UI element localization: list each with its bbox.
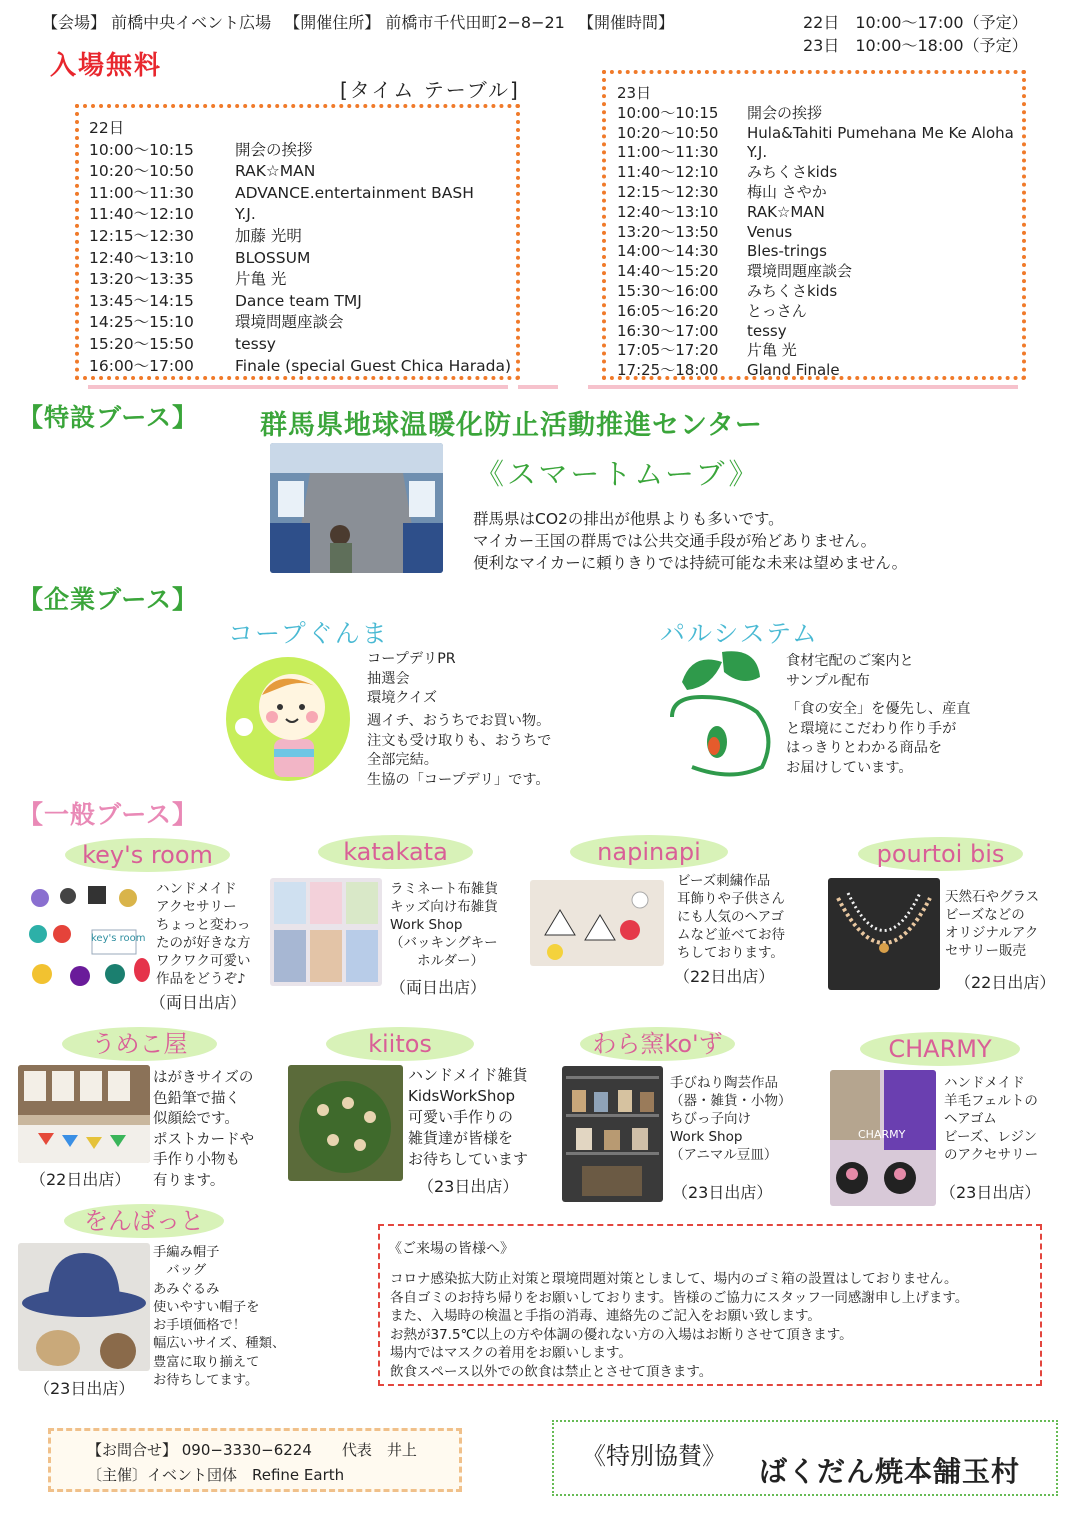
timetable-time: 17:25〜18:00: [617, 361, 719, 380]
vendor-text: はがきサイズの 色鉛筆で描く 似顔絵です。 ポストカードや 手作り小物も 有ります。: [153, 1070, 255, 1189]
timetable-title: [タイム テーブル]: [340, 78, 520, 102]
header-time-23: 23日 10:00〜18:00（予定）: [803, 36, 1028, 55]
vendor-name: うめこ屋: [62, 1027, 217, 1061]
timetable-row: [89, 312, 511, 334]
timetable-row: [617, 183, 1014, 203]
train-photo: [270, 443, 443, 573]
timetable-act: Finale (special Guest Chica Harada): [235, 356, 512, 375]
timetable-time: 15:20〜15:50: [89, 334, 194, 353]
vendor-days: （22日出店）: [30, 1170, 131, 1189]
timetable-time: 15:30〜16:00: [617, 281, 719, 300]
timetable-time: 17:05〜17:20: [617, 341, 719, 360]
timetable-act: Hula&Tahiti Pumehana Me Ke Aloha: [747, 123, 1014, 142]
timetable-row: [617, 124, 1014, 144]
timetable-row: [89, 356, 511, 378]
timetable-row: [617, 302, 1014, 322]
timetable-time: 11:00〜11:30: [89, 183, 194, 202]
vendor-name: napinapi: [570, 835, 728, 869]
timetable-act: 片亀 光: [747, 341, 797, 360]
vendor-days: （22日出店）: [955, 973, 1056, 992]
coop-items: コープデリPR 抽選会 環境クイズ: [367, 651, 456, 706]
timetable-time: 16:00〜17:00: [89, 356, 194, 375]
timetable-day23: [602, 70, 1026, 380]
timetable-act: RAK☆MAN: [747, 202, 825, 221]
day22-label: 22日: [89, 119, 125, 137]
vendor-text: ハンドメイド 羊毛フェルトの ヘアゴム ビーズ、レジン のアクセサリー: [944, 1075, 1039, 1163]
vendor-name: kiitos: [326, 1027, 474, 1061]
timetable-row: [617, 322, 1014, 342]
timetable-row: [617, 223, 1014, 243]
section-corporate: 【企業ブース】: [18, 585, 199, 614]
section-general: 【一般ブース】: [18, 800, 199, 829]
timetable-act: 開会の挨拶: [235, 140, 313, 159]
timetable-time: 10:00〜10:15: [89, 140, 194, 159]
special-subtitle: 《スマートムーブ》: [475, 457, 761, 491]
timetable-act: Bles-trings: [747, 242, 827, 261]
timetable-time: 12:40〜13:10: [89, 248, 194, 267]
vendor-photo: [18, 1243, 150, 1371]
timetable-row: [617, 262, 1014, 282]
timetable-act: 環境問題座談会: [235, 313, 344, 332]
timetable-time: 16:05〜16:20: [617, 301, 719, 320]
special-title: 群馬県地球温暖化防止活動推進センター: [260, 410, 763, 441]
sponsor-name: ばくだん焼本舗玉村: [759, 1455, 1021, 1488]
timetable-time: 12:40〜13:10: [617, 202, 719, 221]
pal-description: 「食の安全」を優先し、産直 と環境にこだわり作り手が はっきりとわかる商品を お届けしています。: [786, 701, 971, 776]
timetable-act: 開会の挨拶: [747, 103, 823, 122]
divider: [588, 385, 1018, 389]
vendor-photo: [562, 1066, 663, 1202]
vendor-name: をんばっと: [64, 1204, 224, 1238]
timetable-time: 14:25〜15:10: [89, 313, 194, 332]
vendor-text: 手編み帽子 バッグ あみぐるみ 使いやすい帽子を お手頃価格で！ 幅広いサイズ、種類、 豊富に取り揃えて お待ちしてます。: [153, 1245, 286, 1389]
timetable-time: 13:20〜13:35: [89, 270, 194, 289]
day23-label: 23日: [617, 84, 652, 102]
timetable-time: 10:20〜10:50: [89, 162, 194, 181]
vendor-text: ハンドメイド雑貨 KidsWorkShop 可愛い手作りの 雑貨達が皆様を お待ちしています: [408, 1066, 529, 1168]
timetable-row: [617, 282, 1014, 302]
coop-mascot: [222, 657, 352, 782]
timetable-time: 14:40〜15:20: [617, 262, 719, 281]
timetable-row: [89, 226, 511, 248]
vendor-days: （22日出店）: [674, 967, 775, 986]
timetable-row: [89, 291, 511, 313]
vendor-days: （23日出店）: [672, 1183, 773, 1202]
keys-room-logo: key's room: [91, 933, 146, 944]
pal-name: パルシステム: [660, 619, 819, 648]
vendor-name: CHARMY: [860, 1032, 1020, 1066]
timetable-act: Gland Finale: [747, 361, 840, 380]
vendor-photo: [828, 878, 940, 990]
vendor-photo: [288, 1065, 403, 1181]
vendor-photo: [18, 1065, 150, 1163]
free-admission: 入場無料: [50, 51, 163, 81]
timetable-act: 片亀 光: [235, 270, 287, 289]
vendor-days: （23日出店）: [34, 1379, 135, 1398]
coop-description: 週イチ、おうちでお買い物。 注文も受け取りも、おうちで 全部完結。 生協の「コープデリ」です。: [367, 713, 552, 788]
vendor-photo: [530, 880, 664, 966]
timetable-row: [617, 104, 1014, 124]
notice-title: 《ご来場の皆様へ》: [388, 1241, 514, 1257]
timetable-time: 12:15〜12:30: [89, 226, 194, 245]
timetable-time: 11:40〜12:10: [89, 205, 194, 224]
vendor-name: pourtoi bis: [858, 837, 1023, 871]
vendor-text: ハンドメイド アクセサリー ちょっと変わっ たのが好きな方 ワクワク可愛い 作品をどうぞ♪: [156, 881, 251, 987]
timetable-row: [617, 163, 1014, 183]
notice-lines: コロナ感染拡大防止対策と環境問題対策としまして、場内のゴミ箱の設置はしておりません。 各自ゴミのお持ち帰りをお願いしております。皆様のご協力にスタッフ一同感謝申し上げます。 また、入場時の検温と手指の消毒、連絡先のご記入をお願い致します。 お熱が37.5℃以上の方や体調の優れない方の入場はお断りさせて頂きます。 場内ではマスクの着用をお願いします。 飲食スペース以外での飲食は禁止とさせて頂きます。: [390, 1271, 969, 1380]
vendor-text: ビーズ刺繍作品 耳飾りや子供さん にも人気のヘアゴ ムなど並べてお待 ちしております。: [677, 873, 785, 961]
vendor-name: katakata: [318, 835, 473, 869]
timetable-time: 11:40〜12:10: [617, 163, 719, 182]
timetable-row: [89, 248, 511, 270]
timetable-row: [89, 204, 511, 226]
vendor-days: （両日出店）: [390, 978, 487, 997]
timetable-row: [617, 143, 1014, 163]
timetable-act: Dance team TMJ: [235, 291, 362, 310]
timetable-act: BLOSSUM: [235, 248, 311, 267]
timetable-time: 14:00〜14:30: [617, 242, 719, 261]
timetable-row: [617, 203, 1014, 223]
timetable-row: [617, 341, 1014, 361]
timetable-act: みちくさkids: [747, 163, 838, 182]
timetable-act: Venus: [747, 222, 793, 241]
sponsor-box: [552, 1420, 1058, 1496]
timetable-act: とっさん: [747, 301, 807, 320]
vendor-text: 天然石やグラス ビーズなどの オリジナルアク セサリー販売: [945, 889, 1040, 959]
vendor-text: 手びねり陶芸作品 （器・雑貨・小物） ちびっ子向け Work Shop （アニマル豆皿）: [670, 1075, 792, 1163]
vendor-name: わら窯ko'ず: [580, 1027, 735, 1061]
timetable-time: 16:30〜17:00: [617, 321, 719, 340]
timetable-act: ADVANCE.entertainment BASH: [235, 183, 474, 202]
timetable-row: [89, 269, 511, 291]
pal-mascot: [662, 642, 782, 782]
timetable-row: [89, 183, 511, 205]
section-special: 【特設ブース】: [18, 403, 199, 432]
divider: [88, 385, 508, 389]
header-time-22: 22日 10:00〜17:00（予定）: [803, 13, 1028, 32]
contact-box: [48, 1428, 462, 1492]
vendor-days: （23日出店）: [940, 1183, 1041, 1202]
timetable-time: 12:15〜12:30: [617, 182, 719, 201]
timetable-time: 10:20〜10:50: [617, 123, 719, 142]
timetable-act: tessy: [747, 321, 787, 340]
timetable-time: 11:00〜11:30: [617, 143, 719, 162]
vendor-text: ラミネート布雑貨 キッズ向け布雑貨 Work Shop （バッキングキー ホルダー）: [390, 881, 498, 969]
timetable-act: tessy: [235, 334, 276, 353]
timetable-act: 環境問題座談会: [747, 262, 853, 281]
coop-name: コープぐんま: [228, 619, 389, 648]
charmy-logo: CHARMY: [858, 1128, 906, 1141]
sponsor-label: 《特別協賛》: [582, 1442, 726, 1470]
timetable-time: 13:20〜13:50: [617, 222, 719, 241]
special-description: 群馬県はCO2の排出が他県よりも多いです。 マイカー王国の群馬では公共交通手段が殆どありません。 便利なマイカーに頼りきりでは持続可能な未来は望めません。: [473, 510, 908, 572]
timetable-act: Y.J.: [235, 205, 256, 224]
timetable-act: RAK☆MAN: [235, 162, 316, 181]
vendor-days: （両日出店）: [150, 993, 247, 1012]
timetable-time: 13:45〜14:15: [89, 291, 194, 310]
timetable-time: 10:00〜10:15: [617, 103, 719, 122]
visitor-notice: [378, 1224, 1042, 1386]
timetable-day22: [75, 104, 520, 380]
timetable-row: [617, 361, 1014, 381]
timetable-act: みちくさkids: [747, 281, 838, 300]
vendor-name: key's room: [65, 838, 230, 872]
contact-line: 【お問合せ】 090−3330−6224 代表 井上: [87, 1441, 417, 1459]
organizer-line: 〔主催〕イベント団体 Refine Earth: [87, 1466, 345, 1484]
timetable-act: 加藤 光明: [235, 226, 302, 245]
divider: [518, 385, 558, 389]
timetable-row: [89, 334, 511, 356]
timetable-act: 梅山 さやか: [747, 182, 827, 201]
vendor-photo: [270, 878, 382, 986]
timetable-act: Y.J.: [747, 143, 768, 162]
pal-items: 食材宅配のご案内と サンプル配布: [786, 653, 914, 689]
timetable-row: [89, 161, 511, 183]
timetable-row: [617, 242, 1014, 262]
header-venue: 【会場】 前橋中央イベント広場 【開催住所】 前橋市千代田町2−8−21 【開催時間】: [42, 13, 674, 32]
timetable-row: [89, 140, 511, 162]
vendor-days: （23日出店）: [418, 1177, 519, 1196]
